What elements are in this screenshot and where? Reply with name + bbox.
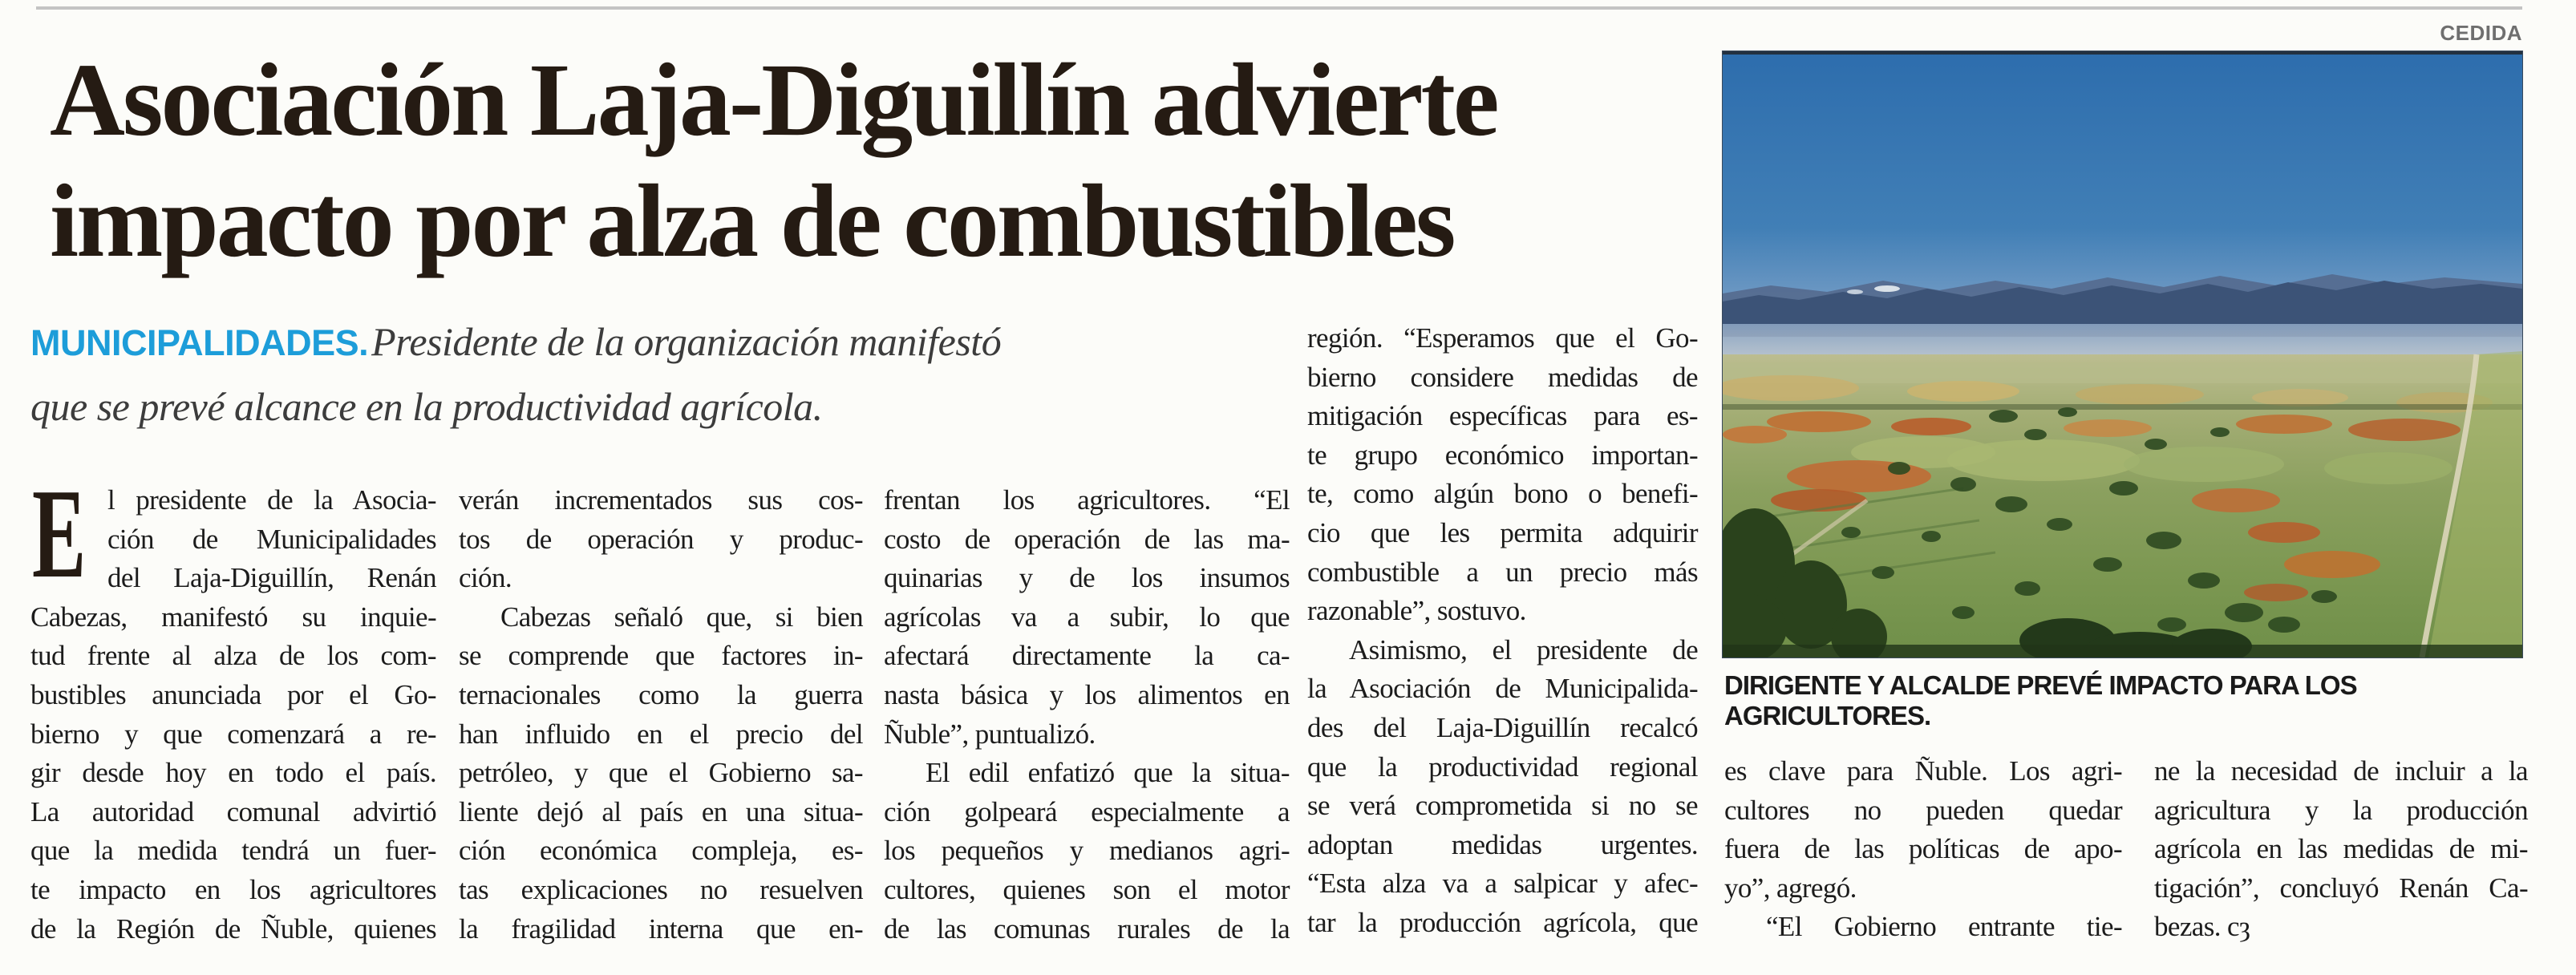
body-line: afectará directamente la ca-: [884, 640, 1290, 672]
body-line: Cabezas, manifestó su inquie-: [30, 601, 436, 633]
article-column-5: [1724, 752, 2122, 947]
headline-line-2: impacto por alza de combustibles: [50, 164, 1454, 279]
photo-bottom-shadow: [1723, 645, 2522, 657]
drop-cap: E: [32, 462, 87, 605]
body-line: La autoridad comunal advirtió: [30, 795, 436, 827]
body-line: bierno y que comenzará a re-: [30, 718, 436, 750]
body-line: Ñuble”, puntualizó.: [884, 718, 1096, 750]
article-column-3: [884, 481, 1290, 949]
body-line: tud frente al alza de los com-: [30, 640, 436, 672]
body-line: ción.: [459, 562, 512, 594]
body-line: tas explicaciones no resuelven: [459, 873, 863, 905]
photo-top-edge: [1723, 51, 2522, 55]
body-line: agricultura y la producción: [2154, 794, 2528, 826]
top-rule: [36, 6, 2522, 10]
body-line: frentan los agricultores. “El: [884, 484, 1290, 516]
body-line: te impacto en los agricultores: [30, 873, 436, 905]
body-line: te, como algún bono o benefi-: [1307, 478, 1698, 510]
body-line: cultores, quienes son el motor: [884, 873, 1290, 905]
body-line: quinarias y de los insumos: [884, 562, 1290, 594]
body-line: gir desde hoy en todo el país.: [30, 757, 436, 789]
body-line: es clave para Ñuble. Los agri-: [1724, 755, 2122, 787]
photo-credit: CEDIDA: [2440, 21, 2522, 45]
body-line: bezas. cȝ: [2154, 911, 2250, 943]
deck: [30, 314, 1298, 434]
article-column-1: [30, 481, 436, 949]
body-line: costo de operación de las ma-: [884, 523, 1290, 555]
body-line: tar la producción agrícola, que: [1307, 906, 1698, 938]
article-column-2: [459, 481, 863, 949]
body-line: ne la necesidad de incluir a la: [2154, 755, 2528, 787]
body-line: ción económica compleja, es-: [459, 835, 863, 867]
body-line: ternacionales como la guerra: [459, 678, 863, 710]
section-kicker: MUNICIPALIDADES.: [30, 322, 369, 363]
body-line: la fragilidad interna que en-: [459, 912, 863, 945]
deck-text-line-2: que se prevé alcance en la productividad agrícola.: [30, 384, 823, 429]
body-line: los pequeños y medianos agri-: [884, 835, 1290, 867]
body-line: yo”, agregó.: [1724, 872, 1857, 904]
body-line: des del Laja-Diguillín recalcó: [1307, 711, 1698, 743]
body-line: nasta básica y los alimentos en: [884, 678, 1290, 710]
body-line: te grupo económico importan-: [1307, 439, 1698, 471]
body-line: adoptan medidas urgentes.: [1307, 828, 1698, 860]
body-line: petróleo, y que el Gobierno sa-: [459, 757, 863, 789]
article-column-4: [1307, 319, 1698, 943]
body-line: fuera de las políticas de apo-: [1724, 833, 2122, 865]
article-column-6: [2154, 752, 2528, 947]
body-line: cio que les permita adquirir: [1307, 516, 1698, 548]
body-line: liente dejó al país en una situa-: [459, 795, 863, 827]
body-line: ción golpeará especialmente a: [884, 795, 1290, 827]
body-line: “El Gobierno entrante tie-: [1766, 911, 2122, 943]
body-line: l presidente de la Asocia-: [107, 484, 436, 516]
body-line: razonable”, sostuvo.: [1307, 595, 1526, 627]
body-line: El edil enfatizó que la situa-: [925, 757, 1290, 789]
body-line: mitigación específicas para es-: [1307, 400, 1698, 432]
body-line: agrícolas va a subir, lo que: [884, 601, 1290, 633]
headline: [50, 40, 1742, 282]
body-line: se verá comprometida si no se: [1307, 790, 1698, 822]
photo-caption: DIRIGENTE Y ALCALDE PREVÉ IMPACTO PARA LOS AGRICULTORES.: [1724, 670, 2357, 730]
body-line: Cabezas señaló que, si bien: [500, 601, 863, 633]
body-line: ción de Municipalidades: [107, 523, 436, 555]
body-line: la Asociación de Municipalida-: [1307, 673, 1698, 705]
body-line: han influido en el precio del: [459, 718, 863, 750]
body-line: Asimismo, el presidente de: [1349, 633, 1698, 666]
body-line: del Laja-Diguillín, Renán: [107, 562, 436, 594]
body-line: tigación”, concluyó Renán Ca-: [2154, 872, 2528, 904]
body-line: tos de operación y produc-: [459, 523, 863, 555]
body-line: “Esta alza va a salpicar y afec-: [1307, 868, 1698, 900]
body-line: región. “Esperamos que el Go-: [1307, 322, 1698, 354]
aerial-photo: [1723, 51, 2522, 657]
body-line: de las comunas rurales de la: [884, 912, 1290, 945]
aerial-photo-illustration: [1723, 51, 2522, 657]
body-line: combustible a un precio más: [1307, 556, 1698, 588]
body-line: agrícola en las medidas de mi-: [2154, 833, 2528, 865]
deck-text-line-1: Presidente de la organización manifestó: [371, 319, 1002, 364]
body-line: se comprende que factores in-: [459, 640, 863, 672]
body-line: que la medida tendrá un fuer-: [30, 835, 436, 867]
body-line: cultores no pueden quedar: [1724, 794, 2122, 826]
body-line: bustibles anunciada por el Go-: [30, 678, 436, 710]
body-line: de la Región de Ñuble, quienes: [30, 912, 436, 945]
body-line: que la productividad regional: [1307, 750, 1698, 783]
body-line: verán incrementados sus cos-: [459, 484, 863, 516]
headline-line-1: Asociación Laja-Diguillín advierte: [50, 42, 1497, 158]
deck-line-1: [30, 314, 1298, 379]
body-line: bierno considere medidas de: [1307, 361, 1698, 393]
